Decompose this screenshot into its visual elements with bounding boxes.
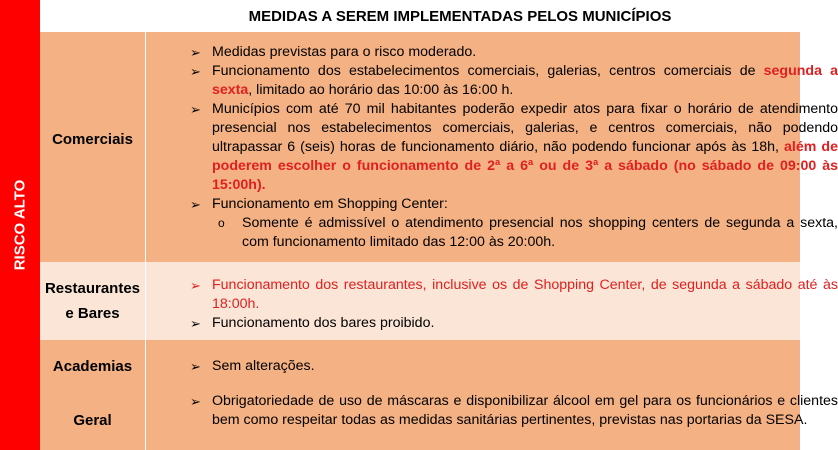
row-comerciais bbox=[40, 32, 838, 262]
arrow-bullet-icon: ➢ bbox=[190, 359, 201, 374]
category-restaurantes: Restaurantes e Bares bbox=[44, 280, 141, 322]
arrow-bullet-icon: ➢ bbox=[190, 278, 201, 293]
arrow-bullet-icon: ➢ bbox=[190, 394, 201, 409]
category-comerciais: Comerciais bbox=[52, 131, 133, 148]
row-academias-geral bbox=[40, 340, 838, 450]
list-item: ➢ Funcionamento em Shopping Center: bbox=[190, 196, 448, 212]
sub-list-item: o Somente é admissível o atendimento presencial nos shopping centers de segunda a sexta, com funcionamento limitado das 12:00 às 20:00h. bbox=[218, 215, 838, 250]
arrow-bullet-icon: ➢ bbox=[190, 64, 201, 79]
highlight-text: além de poderem escolher o funcionamento de 2ª a 6ª ou de 3ª a sábado (no sábado de 09:00 às 15:00h). bbox=[212, 139, 838, 193]
content-academias bbox=[188, 357, 838, 376]
list-item: ➢ Funcionamento dos restaurantes, inclusive os de Shopping Center, de segunda a sábado até às 18:00h. bbox=[190, 277, 838, 312]
list-item: ➢ Sem alterações. bbox=[190, 358, 315, 374]
content-comerciais bbox=[188, 43, 838, 252]
list-item: ➢ Funcionamento dos estabelecimentos comerciais, galerias, centros comerciais de segunda a sexta, limitado ao horário das 10:00 às 16:00 h. bbox=[190, 63, 838, 98]
list-item: ➢ Medidas previstas para o risco moderado. bbox=[190, 44, 477, 60]
arrow-bullet-icon: ➢ bbox=[190, 45, 201, 60]
list-item: ➢ Funcionamento dos bares proibido. bbox=[190, 315, 435, 331]
risk-level-label: RISCO ALTO bbox=[11, 179, 29, 271]
category-geral: Geral bbox=[73, 411, 112, 429]
circle-bullet-icon: o bbox=[218, 216, 225, 230]
content-restaurantes bbox=[188, 276, 838, 333]
content-geral bbox=[188, 392, 838, 430]
row-restaurantes bbox=[40, 262, 838, 340]
list-item: ➢ Municípios com até 70 mil habitantes poderão expedir atos para fixar o horário de atendimento presencial nos estabelecimentos comerciais, galerias, e centros comerciais, não podendo ultrapassar 6 (seis) horas de funcionamento diário, não podendo funcionar após às 18h, além de poderem escolher o funcionamento de 2ª a 6ª ou de 3ª a sábado (no sábado de 09:00 às 15:00h). bbox=[190, 101, 838, 193]
column-divider bbox=[145, 32, 146, 450]
highlight-text: segunda a sexta bbox=[212, 63, 838, 98]
risk-level-sidebar bbox=[0, 0, 40, 450]
list-item: ➢ Obrigatoriedade de uso de máscaras e disponibilizar álcool em gel para os funcionários e clientes bem como respeitar todas as medidas sanitárias pertinentes, previstas nas portarias da SESA. bbox=[190, 393, 838, 428]
arrow-bullet-icon: ➢ bbox=[190, 197, 201, 212]
table-header: MEDIDAS A SEREM IMPLEMENTADAS PELOS MUNICÍPIOS bbox=[40, 0, 800, 32]
arrow-bullet-icon: ➢ bbox=[190, 102, 201, 117]
arrow-bullet-icon: ➢ bbox=[190, 316, 201, 331]
category-academias: Academias bbox=[52, 357, 133, 375]
